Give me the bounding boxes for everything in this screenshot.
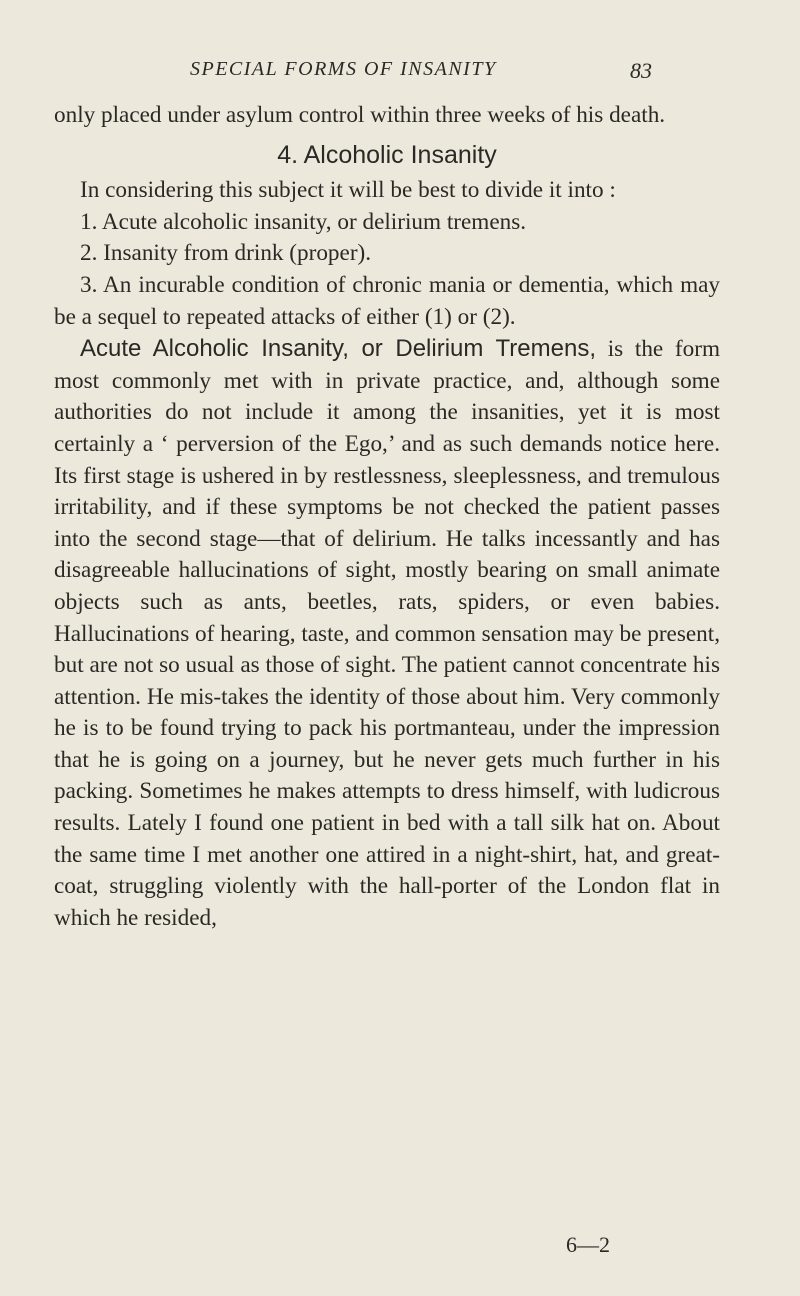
opening-paragraph: only placed under asylum control within three weeks of his death. [54, 102, 666, 128]
body-text [54, 100, 720, 934]
intro-paragraph: In considering this subject it will be best to divide it into : [80, 177, 616, 204]
list-item: 2. Insanity from drink (proper). [80, 240, 372, 267]
page-number: 83 [630, 58, 652, 83]
section-heading: 4. Alcoholic Insanity [277, 140, 497, 169]
list-item: 3. An incurable condition of chronic mania or dementia, which may be a sequel to repeated attacks of either (1) or (2). [54, 271, 720, 330]
main-paragraph [54, 333, 720, 934]
running-head: SPECIAL FORMS OF INSANITY [190, 58, 497, 80]
run-in-heading: Acute Alcoholic Insanity, or Delirium Tremens, [80, 335, 596, 363]
list-item: 1. Acute alcoholic insanity, or delirium tremens. [80, 208, 527, 235]
signature-mark: 6—2 [566, 1232, 610, 1257]
main-paragraph-text: is the form most commonly met with in private practice, and, although some authorities do not include it among the insanities, yet it is most certainly a ‘ perversion of the Ego,’ and as such demands notice here. Its first stage is ushered in by restlessness, sleeplessness, and tremulous irritability, and if these symptoms be not checked the patient passes into the second stage—that of delirium. He talks incessantly and has disagreeable hallucinations of sight, mostly bearing on small animate objects such as ants, beetles, rats, spiders, or even babies. Hallucinations of hearing, taste, and common sensation may be present, but are not so usual as those of sight. The patient cannot concentrate his attention. He mis-takes the identity of those about him. Very commonly he is to be found trying to pack his portmanteau, under the impression that he is going on a journey, but he never gets much further in his packing. Sometimes he makes attempts to dress himself, with ludicrous results. Lately I found one patient in bed with a tall silk hat on. About the same time I met another one attired in a night-shirt, hat, and great-coat, struggling violently with the hall-porter of the London flat in which he resided, [54, 336, 720, 931]
